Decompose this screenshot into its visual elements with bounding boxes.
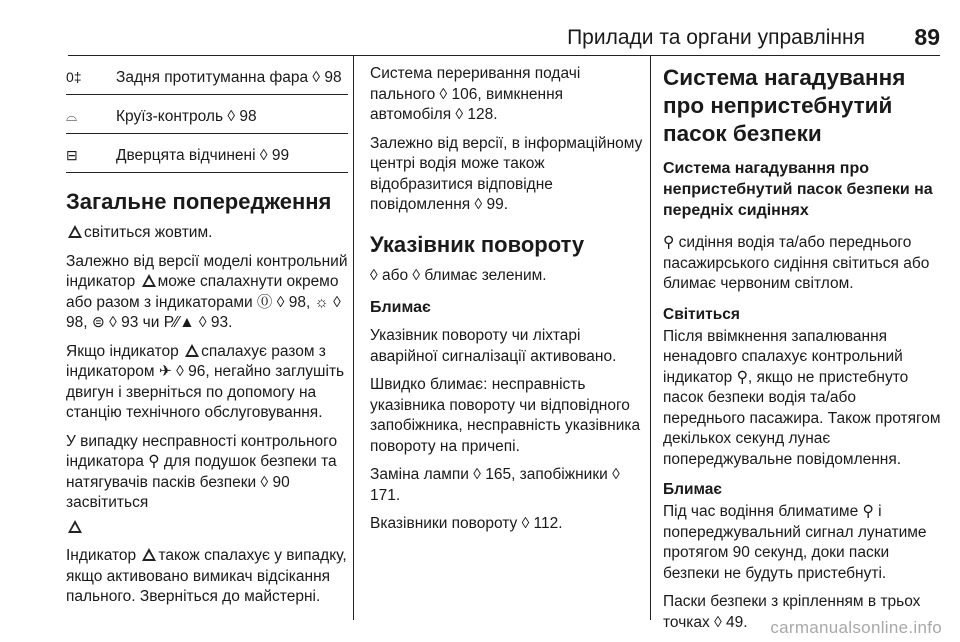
paragraph: ⚲ сидіння водія та/або переднього пасажирського сидіння світиться або блимає червоним світлом.	[663, 234, 930, 292]
warning-triangle-icon	[142, 548, 156, 561]
page-header	[0, 0, 960, 56]
door-open-icon: ⊟	[66, 147, 78, 163]
cruise-control-icon: ⌓	[66, 108, 78, 124]
warning-triangle-icon	[68, 520, 82, 533]
paragraph: Під час водіння блиматиме ⚲ і попереджувальний сигнал лунатиме протягом 90 секунд, доки паски безпеки не будуть пристебнуті.	[663, 503, 927, 582]
paragraph	[66, 342, 348, 424]
section-heading-turn-signal: Указівник повороту	[370, 231, 585, 257]
page-number: 89	[914, 24, 940, 50]
column-2	[370, 56, 645, 642]
subheading-blinking: Блимає	[663, 481, 722, 498]
rear-fog-lamp-icon: 0‡	[66, 69, 82, 85]
paragraph-text: У випадку несправності контрольного індикатора ⚲ для подушок безпеки та натягувачів пасків безпеки ◊ 90 засвітиться	[66, 432, 338, 511]
indicator-text: Дверцята відчинені ◊ 99	[116, 147, 290, 164]
paragraph: Паски безпеки з кріпленням в трьох точках ◊ 49.	[663, 593, 921, 631]
indicator-text: Круїз-контроль ◊ 98	[116, 108, 257, 125]
paragraph: Система переривання подачі пального ◊ 106, вимкнення автомобіля ◊ 128.	[370, 65, 581, 123]
column-3	[663, 56, 941, 642]
paragraph: ◊ або ◊ блимає зеленим.	[370, 266, 547, 284]
warning-triangle-icon	[68, 225, 82, 238]
paragraph	[66, 252, 348, 334]
paragraph	[66, 432, 348, 539]
subheading-blinking: Блимає	[370, 299, 431, 316]
paragraph-text: Індикатор	[66, 547, 137, 564]
watermark: carmanualsonline.info	[770, 618, 942, 637]
paragraph: Швидко блимає: несправність указівника повороту чи відповідного запобіжника, несправність указівника повороту на причепі.	[370, 376, 641, 455]
paragraph-text: також спалахує у випадку, якщо активовано вимикач відсікання пального. Зверніться до майстерні.	[66, 547, 347, 605]
warning-triangle-icon	[185, 344, 199, 357]
warning-triangle-icon	[142, 274, 156, 287]
indicator-row-rear-fog	[66, 56, 348, 95]
subheading-lit: Світиться	[663, 305, 740, 323]
page-header-title: Прилади та органи управління	[567, 26, 865, 49]
paragraph: Вказівники повороту ◊ 112.	[370, 515, 563, 532]
paragraph	[66, 223, 348, 244]
paragraph-text: спалахує разом з індикатором ✈ ◊ 96, негайно заглушіть двигун і зверніться по допомогу на станцію технічного обслуговування.	[66, 342, 345, 421]
paragraph: Заміна лампи ◊ 165, запобіжники ◊ 171.	[370, 466, 620, 504]
paragraph-text: Якщо індикатор	[66, 342, 179, 360]
section-heading-general-warning: Загальне попередження	[66, 189, 332, 214]
column-divider-right	[650, 56, 651, 620]
section-heading-seatbelt-reminder: Система нагадування про непристебнутий пасок безпеки	[663, 65, 906, 146]
paragraph: Після ввімкнення запалювання ненадовго спалахує контрольний індикатор ⚲, якщо не пристебнуто пасок безпеки водія та/або переднього пасажира. Також протягом декількох секунд лунає попереджувальне повідомлення.	[663, 327, 941, 468]
paragraph-text: може спалахнути окремо або разом з індикаторами ⓪ ◊ 98, ☼ ◊ 98, ⊜ ◊ 93 чи P⁄⁄▲ ◊ 93.	[66, 273, 341, 331]
paragraph: Залежно від версії, в інформаційному центрі водія може також відобразитися відповідне повідомлення ◊ 99.	[370, 134, 643, 213]
indicator-row-door	[66, 134, 348, 173]
column-1	[66, 56, 348, 642]
indicator-row-cruise	[66, 95, 348, 134]
paragraph-text: Залежно від версії моделі контрольний індикатор	[66, 252, 348, 290]
paragraph	[66, 546, 348, 608]
column-divider-left	[353, 56, 354, 620]
paragraph: Указівник повороту чи ліхтарі аварійної сигналізації активовано.	[370, 327, 617, 365]
indicator-text: Задня протитуманна фара ◊ 98	[116, 69, 342, 86]
paragraph-text: світиться жовтим.	[84, 224, 213, 241]
subheading-front-seats: Система нагадування про непристебнутий пасок безпеки на передніх сидіннях	[663, 160, 933, 219]
